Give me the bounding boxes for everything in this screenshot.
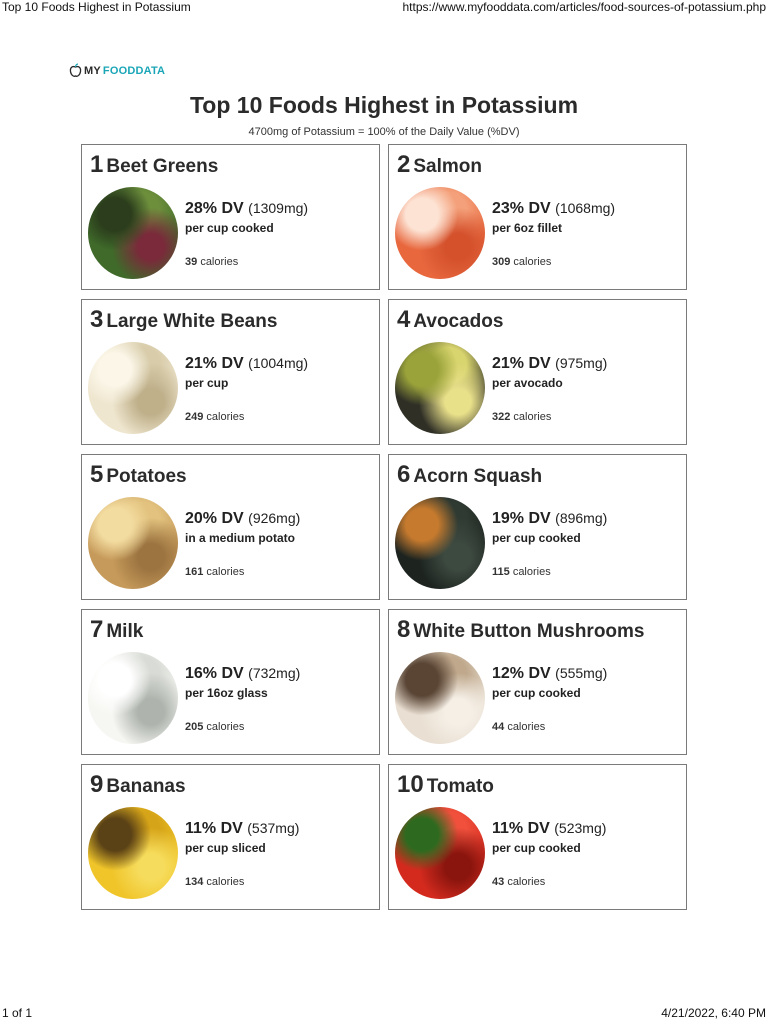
food-name: Milk — [106, 621, 144, 642]
food-title — [397, 306, 503, 334]
potassium-mg: (732mg) — [248, 665, 301, 681]
calories — [492, 566, 551, 578]
food-rank: 1 — [90, 151, 104, 178]
salmon-photo — [395, 187, 485, 279]
print-header-title: Top 10 Foods Highest in Potassium — [2, 0, 191, 14]
mushrooms-photo — [395, 652, 485, 744]
print-footer — [0, 1006, 768, 1022]
potassium-mg: (523mg) — [554, 820, 607, 836]
calories-value: 249 — [185, 411, 204, 423]
print-header-url[interactable]: https://www.myfooddata.com/articles/food-sources-of-potassium.php — [402, 0, 766, 14]
page-subtitle: 4700mg of Potassium = 100% of the Daily Value (%DV) — [248, 126, 520, 138]
calories-label: calories — [507, 721, 546, 733]
milk-photo — [88, 652, 178, 744]
food-card[interactable] — [81, 299, 380, 445]
serving-size: per cup sliced — [185, 841, 266, 855]
serving-size: per cup — [185, 376, 229, 390]
serving-size: per cup cooked — [492, 686, 581, 700]
food-title — [397, 771, 494, 799]
food-card[interactable] — [388, 609, 687, 755]
dv-percent: 19% DV — [492, 510, 551, 527]
dv-percent: 16% DV — [185, 665, 244, 682]
potassium-mg: (1004mg) — [248, 355, 309, 371]
food-card[interactable] — [388, 764, 687, 910]
calories-value: 43 — [492, 876, 505, 888]
tomato-photo — [395, 807, 485, 899]
food-title — [397, 151, 482, 179]
food-name: Tomato — [426, 776, 494, 797]
calories — [185, 876, 244, 888]
potassium-mg: (975mg) — [555, 355, 608, 371]
calories-value: 44 — [492, 721, 505, 733]
dv-percent: 21% DV — [492, 355, 551, 372]
food-rank: 9 — [90, 771, 104, 798]
calories-label: calories — [512, 566, 551, 578]
dv-percent: 11% DV — [185, 820, 243, 837]
potatoes-photo — [88, 497, 178, 589]
calories-label: calories — [513, 411, 552, 423]
food-name: Large White Beans — [106, 311, 278, 332]
calories — [492, 411, 551, 423]
daily-value — [492, 820, 606, 838]
food-rank: 3 — [90, 306, 104, 333]
food-rank: 10 — [397, 771, 424, 798]
food-name: Acorn Squash — [413, 466, 543, 487]
food-rank: 7 — [90, 616, 104, 643]
food-title — [90, 151, 218, 179]
daily-value — [185, 200, 308, 218]
apple-icon — [69, 63, 82, 78]
daily-value — [492, 200, 615, 218]
potassium-mg: (1309mg) — [248, 200, 309, 216]
calories-label: calories — [507, 876, 546, 888]
food-card[interactable] — [388, 144, 687, 290]
beet-greens-photo — [88, 187, 178, 279]
calories — [492, 721, 545, 733]
food-name: Potatoes — [106, 466, 187, 487]
dv-percent: 21% DV — [185, 355, 244, 372]
food-name: Salmon — [413, 156, 482, 177]
food-rank: 6 — [397, 461, 411, 488]
calories — [185, 721, 244, 733]
avocado-photo — [395, 342, 485, 434]
food-name: Avocados — [413, 311, 504, 332]
potassium-mg: (896mg) — [555, 510, 608, 526]
food-title — [90, 616, 143, 644]
daily-value — [492, 510, 607, 528]
daily-value — [492, 665, 607, 683]
daily-value — [185, 355, 308, 373]
food-title — [90, 771, 186, 799]
calories — [185, 411, 244, 423]
food-title — [90, 306, 277, 334]
dv-percent: 28% DV — [185, 200, 244, 217]
logo-text-fooddata: FOODDATA — [102, 64, 166, 77]
serving-size: per avocado — [492, 376, 563, 390]
calories-value: 115 — [492, 566, 510, 578]
white-beans-photo — [88, 342, 178, 434]
food-card[interactable] — [388, 454, 687, 600]
potassium-mg: (555mg) — [555, 665, 608, 681]
calories — [492, 256, 551, 268]
food-name: Bananas — [106, 776, 186, 797]
logo-text-my: MY — [84, 64, 101, 77]
serving-size: per cup cooked — [492, 841, 581, 855]
dv-percent: 23% DV — [492, 200, 551, 217]
food-card[interactable] — [81, 144, 380, 290]
daily-value — [185, 665, 300, 683]
food-rank: 4 — [397, 306, 411, 333]
calories-label: calories — [206, 566, 245, 578]
calories — [492, 876, 545, 888]
calories-label: calories — [206, 721, 245, 733]
food-name: White Button Mushrooms — [413, 621, 645, 642]
calories-label: calories — [206, 876, 245, 888]
food-card[interactable] — [81, 764, 380, 910]
food-title — [397, 461, 542, 489]
dv-percent: 11% DV — [492, 820, 550, 837]
food-name: Beet Greens — [106, 156, 219, 177]
print-header — [0, 0, 768, 16]
calories-value: 205 — [185, 721, 204, 733]
myfooddata-logo[interactable] — [69, 63, 165, 78]
calories-label: calories — [206, 411, 245, 423]
potassium-mg: (926mg) — [248, 510, 301, 526]
calories — [185, 566, 244, 578]
page-title: Top 10 Foods Highest in Potassium — [189, 92, 579, 118]
daily-value — [492, 355, 607, 373]
calories-value: 309 — [492, 256, 511, 268]
food-rank: 2 — [397, 151, 411, 178]
print-timestamp: 4/21/2022, 6:40 PM — [661, 1006, 766, 1020]
food-card[interactable] — [81, 454, 380, 600]
potassium-mg: (537mg) — [247, 820, 300, 836]
bananas-photo — [88, 807, 178, 899]
calories-value: 161 — [185, 566, 204, 578]
potassium-mg: (1068mg) — [555, 200, 616, 216]
serving-size: per cup cooked — [185, 221, 274, 235]
daily-value — [185, 820, 299, 838]
serving-size: in a medium potato — [185, 531, 296, 545]
food-card[interactable] — [81, 609, 380, 755]
food-title — [397, 616, 645, 644]
calories-value: 39 — [185, 256, 198, 268]
calories — [185, 256, 238, 268]
daily-value — [185, 510, 300, 528]
food-card[interactable] — [388, 299, 687, 445]
calories-label: calories — [513, 256, 552, 268]
food-rank: 8 — [397, 616, 411, 643]
calories-value: 134 — [185, 876, 204, 888]
calories-value: 322 — [492, 411, 511, 423]
serving-size: per cup cooked — [492, 531, 581, 545]
dv-percent: 20% DV — [185, 510, 244, 527]
food-title — [90, 461, 187, 489]
dv-percent: 12% DV — [492, 665, 551, 682]
serving-size: per 6oz fillet — [492, 221, 563, 235]
acorn-squash-photo — [395, 497, 485, 589]
food-rank: 5 — [90, 461, 104, 488]
calories-label: calories — [200, 256, 239, 268]
page-count: 1 of 1 — [2, 1006, 33, 1020]
serving-size: per 16oz glass — [185, 686, 268, 700]
